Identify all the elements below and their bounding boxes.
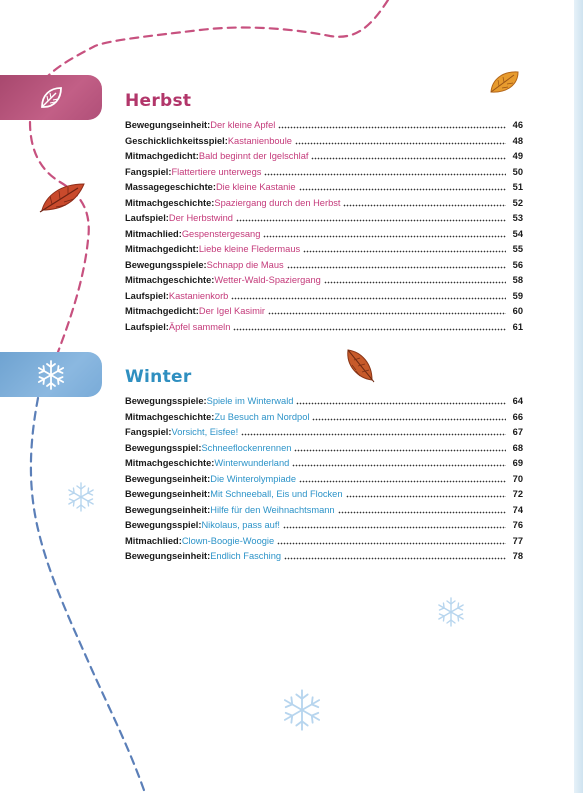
- entry-page: 53: [512, 213, 523, 223]
- entry-category: Bewegungseinheit:: [125, 504, 211, 515]
- toc-entry[interactable]: [125, 472, 523, 488]
- leader-dots: [343, 204, 506, 207]
- entry-page: 48: [512, 135, 523, 146]
- entry-page: 69: [512, 458, 523, 468]
- entry-title: Der Herbstwind: [168, 213, 233, 223]
- leader-dots: [292, 464, 506, 467]
- entry-title: Spiele im Winterwald: [206, 396, 294, 406]
- toc-entry[interactable]: [125, 410, 523, 426]
- entry-title: Wetter-Wald-Spaziergang: [214, 275, 321, 285]
- entry-page: 78: [512, 551, 523, 561]
- entry-page: 51: [512, 182, 523, 192]
- entry-category: Fangspiel:: [125, 427, 172, 437]
- entry-category: Mitmachlied:: [125, 228, 182, 239]
- entry-title: Zu Besuch am Nordpol: [214, 411, 310, 422]
- toc-entry[interactable]: [125, 394, 523, 410]
- toc-entry[interactable]: [125, 149, 523, 165]
- leader-dots: [231, 297, 506, 300]
- section-title-autumn: Herbst: [125, 91, 192, 111]
- snowflake-icon: [278, 686, 326, 734]
- entry-title: Schnapp die Maus: [206, 259, 284, 270]
- entry-title: Bald beginnt der Igelschlaf: [198, 151, 309, 161]
- entry-title: Clown-Boogie-Woogie: [181, 535, 275, 546]
- entry-page: 46: [512, 120, 523, 130]
- toc-list-winter: [125, 394, 523, 565]
- entry-category: Bewegungseinheit:: [125, 473, 211, 484]
- entry-page: 72: [512, 489, 523, 499]
- entry-title: Kastanienkorb: [168, 290, 229, 301]
- snowflake-icon: [34, 358, 68, 392]
- leader-dots: [287, 266, 506, 269]
- leaf-icon: [38, 85, 64, 111]
- entry-category: Bewegungsspiel:: [125, 520, 202, 530]
- entry-page: 68: [512, 442, 523, 453]
- entry-category: Bewegungseinheit:: [125, 120, 211, 130]
- entry-category: Fangspiel:: [125, 166, 172, 177]
- toc-entry[interactable]: [125, 549, 523, 565]
- toc-entry[interactable]: [125, 487, 523, 503]
- entry-category: Mitmachgeschichte:: [125, 458, 215, 468]
- entry-page: 76: [512, 520, 523, 530]
- leader-dots: [241, 433, 506, 436]
- toc-entry[interactable]: [125, 518, 523, 534]
- toc-entry[interactable]: [125, 534, 523, 550]
- entry-category: Laufspiel:: [125, 321, 169, 332]
- entry-title: Äpfel sammeln: [168, 321, 231, 332]
- entry-title: Vorsicht, Eisfee!: [171, 427, 239, 437]
- entry-category: Mitmachlied:: [125, 535, 182, 546]
- toc-entry[interactable]: [125, 425, 523, 441]
- toc-entry[interactable]: [125, 180, 523, 196]
- entry-title: Gespenstergesang: [181, 228, 261, 239]
- entry-title: Schneeflockenrennen: [201, 442, 292, 453]
- entry-page: 52: [512, 197, 523, 208]
- entry-category: Bewegungseinheit:: [125, 489, 211, 499]
- toc-entry[interactable]: [125, 441, 523, 457]
- brown-leaf-icon: [342, 348, 376, 384]
- leader-dots: [312, 418, 506, 421]
- entry-title: Winterwunderland: [214, 458, 290, 468]
- section-tab-winter: [0, 352, 102, 397]
- entry-page: 50: [512, 166, 523, 177]
- leader-dots: [263, 235, 506, 238]
- leader-dots: [346, 495, 506, 498]
- entry-title: Mit Schneeball, Eis und Flocken: [210, 489, 343, 499]
- entry-category: Laufspiel:: [125, 290, 169, 301]
- section-tab-autumn: [0, 75, 102, 120]
- toc-entry[interactable]: [125, 258, 523, 274]
- entry-title: Spaziergang durch den Herbst: [214, 197, 341, 208]
- entry-page: 55: [512, 244, 523, 254]
- toc-entry[interactable]: [125, 118, 523, 134]
- entry-title: Kastanienboule: [227, 135, 292, 146]
- leader-dots: [236, 219, 506, 222]
- entry-page: 70: [512, 473, 523, 484]
- autumn-leaf-icon: [488, 68, 522, 96]
- entry-category: Mitmachgeschichte:: [125, 411, 215, 422]
- entry-category: Mitmachgedicht:: [125, 151, 199, 161]
- leader-dots: [233, 328, 506, 331]
- entry-page: 54: [512, 228, 523, 239]
- toc-entry[interactable]: [125, 165, 523, 181]
- entry-page: 59: [512, 290, 523, 301]
- entry-title: Nikolaus, pass auf!: [201, 520, 281, 530]
- snowflake-icon: [434, 595, 468, 629]
- leader-dots: [299, 480, 506, 483]
- toc-entry[interactable]: [125, 320, 523, 336]
- leader-dots: [277, 542, 506, 545]
- leader-dots: [294, 449, 506, 452]
- entry-category: Bewegungsspiele:: [125, 396, 207, 406]
- leader-dots: [296, 402, 506, 405]
- entry-title: Der kleine Apfel: [210, 120, 276, 130]
- toc-entry[interactable]: [125, 211, 523, 227]
- entry-title: Die Winterolympiade: [210, 473, 297, 484]
- toc-entry[interactable]: [125, 304, 523, 320]
- entry-page: 56: [512, 259, 523, 270]
- entry-category: Geschicklichkeitsspiel:: [125, 135, 228, 146]
- leader-dots: [264, 173, 506, 176]
- toc-list-autumn: [125, 118, 523, 335]
- leader-dots: [338, 511, 506, 514]
- entry-page: 66: [512, 411, 523, 422]
- leader-dots: [268, 312, 506, 315]
- red-leaf-icon: [38, 180, 88, 214]
- entry-page: 60: [512, 306, 523, 316]
- toc-entry[interactable]: [125, 227, 523, 243]
- entry-page: 61: [512, 321, 523, 332]
- entry-category: Mitmachgeschichte:: [125, 275, 215, 285]
- toc-entry[interactable]: [125, 503, 523, 519]
- entry-title: Endlich Fasching: [210, 551, 282, 561]
- entry-page: 74: [512, 504, 523, 515]
- snowflake-icon: [64, 480, 98, 514]
- entry-category: Laufspiel:: [125, 213, 169, 223]
- entry-page: 58: [512, 275, 523, 285]
- entry-title: Hilfe für den Weihnachtsmann: [210, 504, 335, 515]
- leader-dots: [311, 157, 506, 160]
- section-title-winter: Winter: [125, 367, 192, 387]
- leader-dots: [283, 526, 506, 529]
- leader-dots: [278, 126, 506, 129]
- entry-page: 64: [512, 396, 523, 406]
- entry-title: Flattertiere unterwegs: [171, 166, 262, 177]
- entry-title: Der Igel Kasimir: [198, 306, 266, 316]
- entry-category: Bewegungsspiele:: [125, 259, 207, 270]
- leader-dots: [295, 142, 506, 145]
- entry-category: Mitmachgedicht:: [125, 306, 199, 316]
- toc-entry[interactable]: [125, 273, 523, 289]
- toc-entry[interactable]: [125, 456, 523, 472]
- toc-entry[interactable]: [125, 196, 523, 212]
- entry-category: Mitmachgeschichte:: [125, 197, 215, 208]
- entry-category: Bewegungseinheit:: [125, 551, 211, 561]
- leader-dots: [299, 188, 506, 191]
- toc-entry[interactable]: [125, 134, 523, 150]
- leader-dots: [303, 250, 506, 253]
- toc-entry[interactable]: [125, 289, 523, 305]
- leader-dots: [324, 281, 506, 284]
- leader-dots: [284, 557, 506, 560]
- entry-page: 77: [512, 535, 523, 546]
- entry-title: Liebe kleine Fledermaus: [198, 244, 301, 254]
- entry-page: 67: [512, 427, 523, 437]
- entry-category: Mitmachgedicht:: [125, 244, 199, 254]
- entry-category: Bewegungsspiel:: [125, 442, 202, 453]
- entry-page: 49: [512, 151, 523, 161]
- entry-title: Die kleine Kastanie: [215, 182, 296, 192]
- entry-category: Massagegeschichte:: [125, 182, 216, 192]
- toc-entry[interactable]: [125, 242, 523, 258]
